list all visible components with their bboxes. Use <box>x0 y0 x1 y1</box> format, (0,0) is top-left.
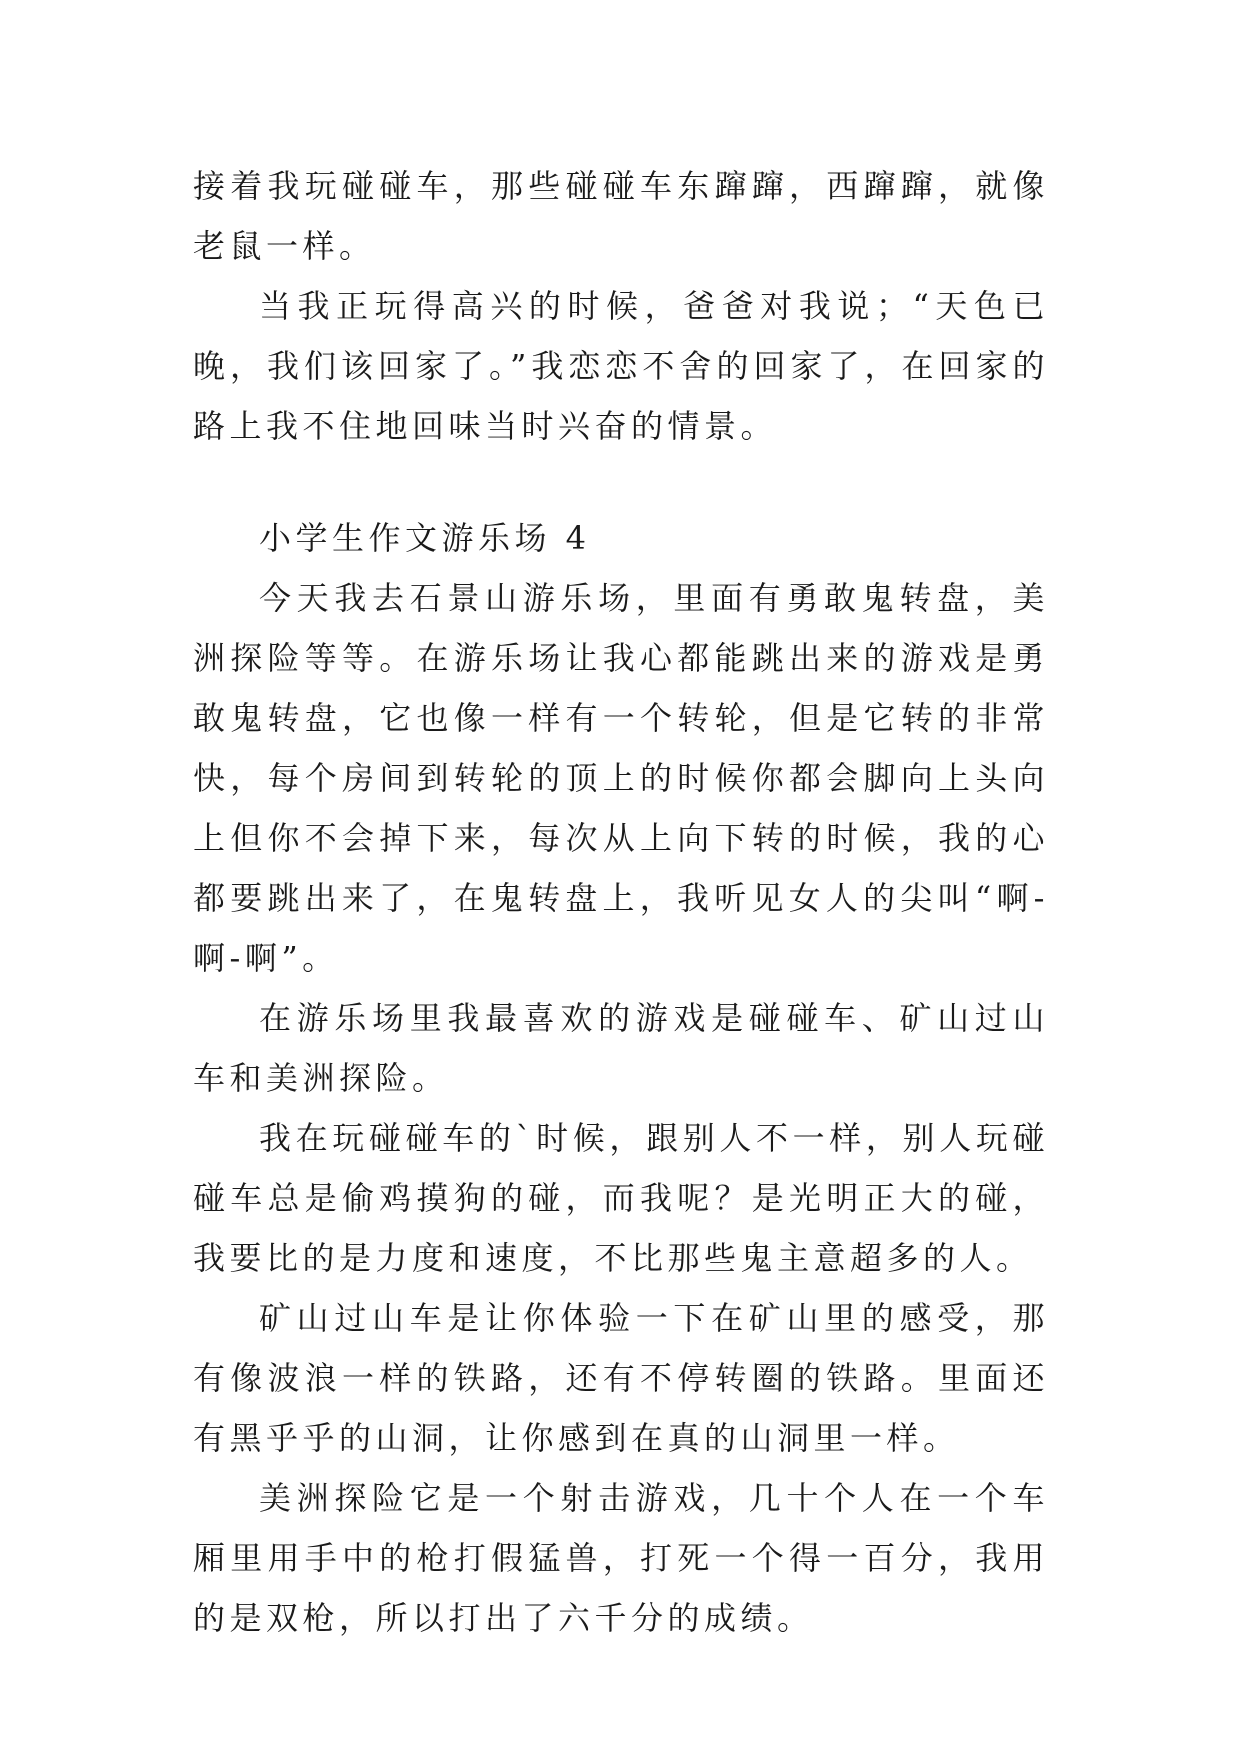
paragraph-bumper-cars: 我在玩碰碰车的`时候，跟别人不一样，别人玩碰碰车总是偷鸡摸狗的碰，而我呢？是光明正大的碰，我要比的是力度和速度，不比那些鬼主意超多的人。 <box>193 1119 1049 1277</box>
paragraph-mine-coaster: 矿山过山车是让你体验一下在矿山里的感受，那有像波浪一样的铁路，还有不停转圈的铁路。里面还有黑乎乎的山洞，让你感到在真的山洞里一样。 <box>193 1299 1049 1457</box>
paragraph-bumper-cars-continued: 接着我玩碰碰车，那些碰碰车东蹿蹿，西蹿蹿，就像老鼠一样。 <box>193 167 1049 265</box>
paragraph-america-adventure: 美洲探险它是一个射击游戏，几十个人在一个车厢里用手中的枪打假猛兽，打死一个得一百分，我用的是双枪，所以打出了六千分的成绩。 <box>193 1479 1049 1637</box>
document-body <box>193 156 1049 1648</box>
essay-title: 小学生作文游乐场 4 <box>259 519 591 557</box>
paragraph-favorite-games: 在游乐场里我最喜欢的游戏是碰碰车、矿山过山车和美洲探险。 <box>193 999 1049 1097</box>
paragraph-going-home: 当我正玩得高兴的时候，爸爸对我说；“天色已晚，我们该回家了。”我恋恋不舍的回家了，在回家的路上我不住地回味当时兴奋的情景。 <box>193 287 1049 445</box>
paragraph-ghost-wheel: 今天我去石景山游乐场，里面有勇敢鬼转盘，美洲探险等等。在游乐场让我心都能跳出来的游戏是勇敢鬼转盘，它也像一样有一个转轮，但是它转的非常快，每个房间到转轮的顶上的时候你都会脚向上头向上但你不会掉下来，每次从上向下转的时候，我的心都要跳出来了，在鬼转盘上，我听见女人的尖叫“啊-啊-啊”。 <box>193 579 1049 977</box>
